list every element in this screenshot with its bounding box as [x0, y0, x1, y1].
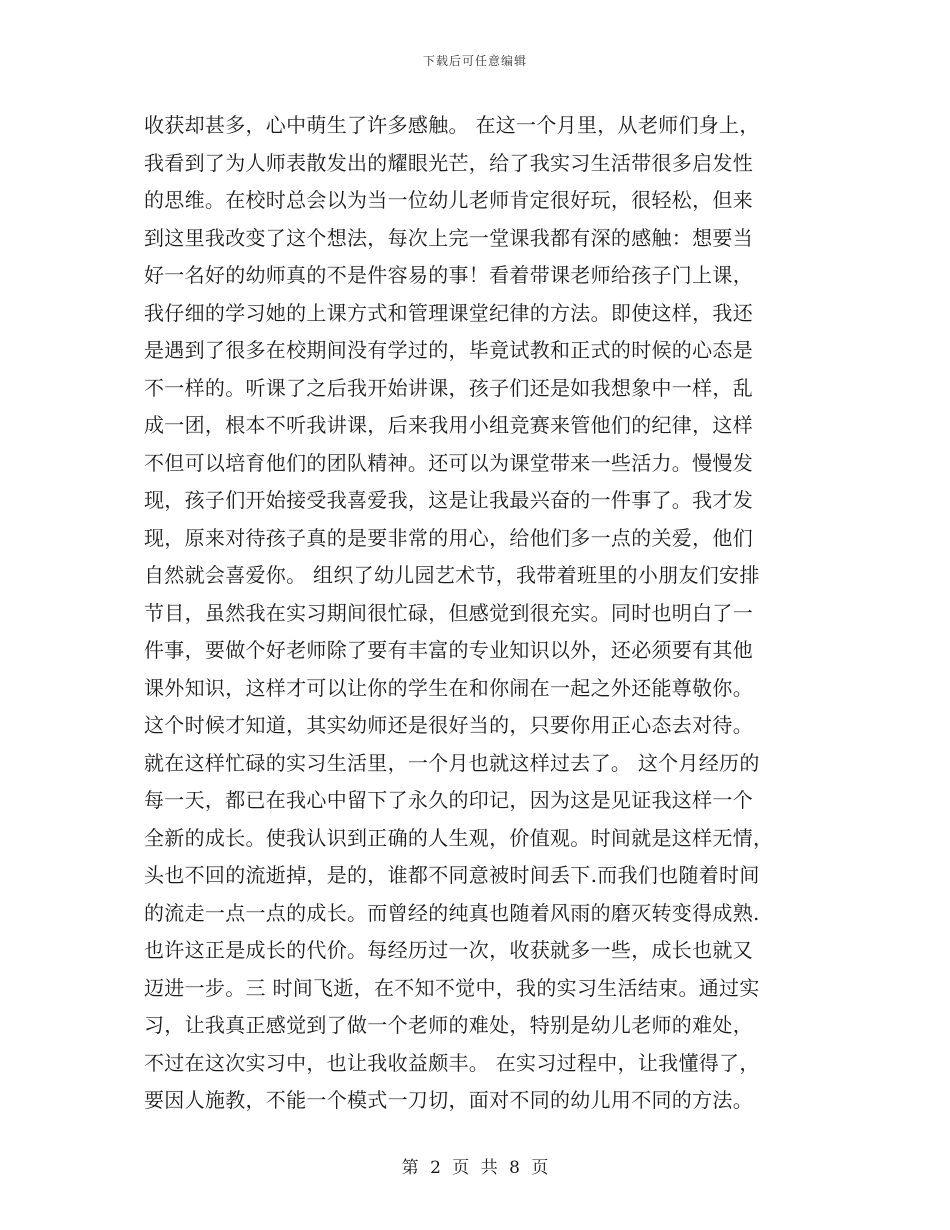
- text-line: 自然就会喜爱你。 组织了幼儿园艺术节，我带着班里的小朋友们安排: [144, 563, 760, 587]
- text-line: 的思维。在校时总会以为当一位幼儿老师肯定很好玩，很轻松，但来: [144, 188, 753, 212]
- text-line: 件事，要做个好老师除了要有丰富的专业知识以外，还必须要有其他: [144, 638, 753, 662]
- text-line: 头也不回的流逝掉，是的，谁都不同意被时间丢下.而我们也随着时间: [144, 863, 760, 887]
- text-line: 不过在这次实习中，也让我收益颇丰。 在实习过程中，让我懂得了，: [144, 1050, 760, 1075]
- text-line: 不一样的。听课了之后我开始讲课，孩子们还是如我想象中一样，乱: [144, 375, 753, 400]
- text-line: 迈进一步。三 时间飞逝，在不知不觉中，我的实习生活结束。通过实: [144, 975, 760, 1000]
- text-line: 到这里我改变了这个想法，每次上完一堂课我都有深的感触：想要当: [144, 225, 753, 250]
- text-line: 现，孩子们开始接受我喜爱我，这是让我最兴奋的一件事了。我才发: [144, 488, 753, 512]
- text-line: 就在这样忙碌的实习生活里，一个月也就这样过去了。 这个月经历的: [144, 750, 760, 775]
- page-number: 第 2 页 共 8 页: [401, 1158, 549, 1178]
- text-line: 不但可以培育他们的团队精神。还可以为课堂带来一些活力。慢慢发: [144, 450, 753, 475]
- text-line: 收获却甚多，心中萌生了许多感触。 在这一个月里，从老师们身上，: [144, 113, 760, 137]
- text-line: 要因人施教，不能一个模式一刀切，面对不同的幼儿用不同的方法。: [144, 1088, 753, 1112]
- text-line: 习，让我真正感觉到了做一个老师的难处，特别是幼儿老师的难处，: [144, 1013, 753, 1037]
- text-line: 成一团，根本不听我讲课，后来我用小组竞赛来管他们的纪律，这样: [144, 413, 753, 437]
- text-line: 现，原来对待孩子真的是要非常的用心，给他们多一点的关爱，他们: [144, 525, 753, 550]
- text-line: 的流走一点一点的成长。而曾经的纯真也随着风雨的磨灭转变得成熟.: [144, 900, 760, 925]
- text-line: 也许这正是成长的代价。每经历过一次，收获就多一些，成长也就又: [144, 938, 753, 962]
- page-header: 下载后可任意编辑: [422, 54, 527, 68]
- text-line: 每一天，都已在我心中留下了永久的印记，因为这是见证我这样一个: [144, 788, 753, 812]
- text-line: 我仔细的学习她的上课方式和管理课堂纪律的方法。即使这样，我还: [144, 300, 753, 325]
- text-line: 这个时候才知道，其实幼师还是很好当的，只要你用正心态去对待。: [144, 713, 753, 737]
- text-line: 节目，虽然我在实习期间很忙碌，但感觉到很充实。同时也明白了一: [144, 600, 753, 625]
- text-line: 是遇到了很多在校期间没有学过的，毕竟试教和正式的时候的心态是: [144, 338, 753, 362]
- text-line: 好一名好的幼师真的不是件容易的事！看着带课老师给孩子门上课，: [144, 263, 753, 287]
- document-body: [144, 107, 804, 1120]
- text-line: 课外知识，这样才可以让你的学生在和你闹在一起之外还能尊敬你。: [144, 675, 753, 700]
- text-line: 我看到了为人师表散发出的耀眼光芒，给了我实习生活带很多启发性: [144, 150, 753, 175]
- text-line: 全新的成长。使我认识到正确的人生观，价值观。时间就是这样无情，: [144, 825, 774, 850]
